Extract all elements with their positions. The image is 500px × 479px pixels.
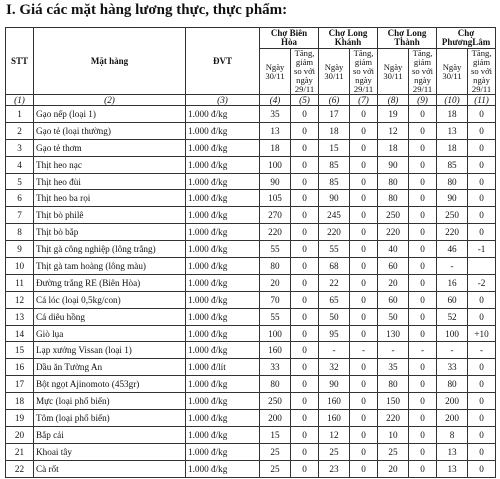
column-index: (4) xyxy=(260,95,291,106)
table-row xyxy=(6,443,496,460)
cell-price: 130 xyxy=(378,325,409,342)
table-row xyxy=(6,241,496,258)
table-row xyxy=(6,393,496,410)
cell-price: - xyxy=(378,342,409,359)
cell-item: Tôm (loại phổ biến) xyxy=(34,410,186,427)
cell-change: 0 xyxy=(409,274,437,291)
cell-unit: 1.000 đ/kg xyxy=(186,274,260,291)
cell-price: 250 xyxy=(437,207,468,224)
cell-price: 32 xyxy=(319,359,350,376)
cell-stt: 17 xyxy=(6,376,34,393)
cell-item: Thịt heo ba rọi xyxy=(34,190,186,207)
cell-change: 0 xyxy=(468,308,496,325)
cell-price: 65 xyxy=(319,291,350,308)
cell-price: 50 xyxy=(319,308,350,325)
table-row xyxy=(6,426,496,443)
cell-change: 0 xyxy=(468,460,496,477)
cell-item: Cá lóc (loại 0,5kg/con) xyxy=(34,291,186,308)
cell-price: 80 xyxy=(437,376,468,393)
page-title: I. Giá các mặt hàng lương thực, thực phẩm: xyxy=(6,2,288,18)
table-row xyxy=(6,460,496,477)
table-row xyxy=(6,258,496,275)
cell-item: Thịt gà công nghiệp (lông trắng) xyxy=(34,241,186,258)
cell-price: 80 xyxy=(437,173,468,190)
cell-price: 90 xyxy=(260,173,291,190)
cell-change: +10 xyxy=(468,325,496,342)
table-row xyxy=(6,156,496,173)
cell-item: Gạo nếp (loại 1) xyxy=(34,106,186,123)
cell-change: -2 xyxy=(468,274,496,291)
column-index: (9) xyxy=(409,95,437,106)
cell-change: 0 xyxy=(468,410,496,427)
cell-change: 0 xyxy=(291,426,319,443)
cell-item: Thịt heo đùi xyxy=(34,173,186,190)
cell-change: 0 xyxy=(350,460,378,477)
cell-change: 0 xyxy=(350,190,378,207)
cell-unit: 1.000 đ/kg xyxy=(186,139,260,156)
cell-price: 80 xyxy=(260,258,291,275)
cell-item: Dầu ăn Tường An xyxy=(34,359,186,376)
column-index-row xyxy=(6,95,496,106)
column-index: (10) xyxy=(437,95,468,106)
cell-change: 0 xyxy=(468,393,496,410)
cell-stt: 11 xyxy=(6,274,34,291)
cell-price: 270 xyxy=(260,207,291,224)
cell-change: 0 xyxy=(291,325,319,342)
cell-price: 100 xyxy=(437,325,468,342)
cell-price: 220 xyxy=(378,224,409,241)
cell-price: 70 xyxy=(260,291,291,308)
cell-change: 0 xyxy=(409,359,437,376)
cell-change: 0 xyxy=(350,258,378,275)
cell-price: 160 xyxy=(260,342,291,359)
cell-change: 0 xyxy=(291,241,319,258)
header-day: Ngày 30/11 xyxy=(319,49,350,95)
cell-price: 55 xyxy=(260,308,291,325)
cell-price: - xyxy=(319,342,350,359)
cell-price: 100 xyxy=(260,325,291,342)
cell-unit: 1.000 đ/kg xyxy=(186,190,260,207)
cell-change: 0 xyxy=(468,156,496,173)
cell-change: 0 xyxy=(350,393,378,410)
cell-unit: 1.000 đ/kg xyxy=(186,122,260,139)
cell-change: 0 xyxy=(409,443,437,460)
cell-unit: 1.000 đ/kg xyxy=(186,325,260,342)
header-change: Tăng, giảm so với ngày 29/11 xyxy=(350,49,378,95)
cell-change: 0 xyxy=(291,359,319,376)
cell-stt: 5 xyxy=(6,173,34,190)
cell-price: 18 xyxy=(437,139,468,156)
cell-price: 200 xyxy=(437,410,468,427)
cell-change: 0 xyxy=(350,308,378,325)
column-index: (3) xyxy=(186,95,260,106)
table-row xyxy=(6,122,496,139)
cell-price: 20 xyxy=(378,274,409,291)
cell-change: 0 xyxy=(350,274,378,291)
header-stt: STT xyxy=(6,28,34,95)
cell-price: 220 xyxy=(260,224,291,241)
cell-change: 0 xyxy=(350,173,378,190)
cell-price: 100 xyxy=(260,156,291,173)
cell-change: 0 xyxy=(409,325,437,342)
cell-change: 0 xyxy=(409,207,437,224)
cell-stt: 10 xyxy=(6,258,34,275)
cell-stt: 3 xyxy=(6,139,34,156)
column-index: (2) xyxy=(34,95,186,106)
table-row xyxy=(6,190,496,207)
cell-price: 60 xyxy=(378,258,409,275)
cell-unit: 1.000 đ/kg xyxy=(186,258,260,275)
cell-change: 0 xyxy=(350,224,378,241)
cell-price: 13 xyxy=(437,460,468,477)
cell-change: 0 xyxy=(409,393,437,410)
cell-change: 0 xyxy=(350,426,378,443)
cell-change: 0 xyxy=(409,241,437,258)
cell-item: Gạo tẻ thơm xyxy=(34,139,186,156)
cell-price: 25 xyxy=(260,460,291,477)
cell-price: 15 xyxy=(260,426,291,443)
cell-change: 0 xyxy=(350,139,378,156)
table-row xyxy=(6,224,496,241)
table-row xyxy=(6,139,496,156)
cell-change: 0 xyxy=(291,274,319,291)
cell-price: 23 xyxy=(319,460,350,477)
cell-price: 40 xyxy=(378,241,409,258)
cell-change: 0 xyxy=(409,190,437,207)
cell-change: 0 xyxy=(291,156,319,173)
cell-stt: 14 xyxy=(6,325,34,342)
column-index: (1) xyxy=(6,95,34,106)
cell-unit: 1.000 đ/kg xyxy=(186,224,260,241)
cell-price: 18 xyxy=(378,139,409,156)
header-change: Tăng, giảm so với ngày 29/11 xyxy=(468,49,496,95)
cell-unit: 1.000 đ/kg xyxy=(186,460,260,477)
cell-price: 25 xyxy=(260,443,291,460)
cell-stt: 9 xyxy=(6,241,34,258)
cell-change: 0 xyxy=(291,106,319,123)
table-row xyxy=(6,173,496,190)
cell-unit: 1.000 đ/kg xyxy=(186,342,260,359)
cell-price: 13 xyxy=(260,122,291,139)
cell-unit: 1.000 đ/kg xyxy=(186,156,260,173)
header-item: Mặt hàng xyxy=(34,28,186,95)
cell-price: 220 xyxy=(437,224,468,241)
table-row xyxy=(6,106,496,123)
cell-price: 85 xyxy=(437,156,468,173)
cell-price: 17 xyxy=(319,106,350,123)
cell-price: 200 xyxy=(260,410,291,427)
cell-unit: 1.000 đ/lít xyxy=(186,359,260,376)
cell-change: 0 xyxy=(350,359,378,376)
cell-price: 60 xyxy=(437,291,468,308)
cell-price: 22 xyxy=(319,274,350,291)
cell-change: 0 xyxy=(291,139,319,156)
cell-change: 0 xyxy=(409,122,437,139)
cell-price: 55 xyxy=(260,241,291,258)
cell-change: 0 xyxy=(291,460,319,477)
header-change: Tăng, giảm so với ngày 29/11 xyxy=(291,49,319,95)
cell-change: 0 xyxy=(350,122,378,139)
cell-stt: 1 xyxy=(6,106,34,123)
cell-change: 0 xyxy=(350,291,378,308)
cell-change: 0 xyxy=(409,106,437,123)
cell-change: 0 xyxy=(350,443,378,460)
cell-change: -1 xyxy=(468,241,496,258)
cell-change: 0 xyxy=(350,207,378,224)
cell-change: - xyxy=(468,342,496,359)
cell-item: Cà rốt xyxy=(34,460,186,477)
cell-price: 60 xyxy=(378,291,409,308)
cell-stt: 22 xyxy=(6,460,34,477)
table-row xyxy=(6,207,496,224)
cell-price: 15 xyxy=(319,139,350,156)
header-day: Ngày 30/11 xyxy=(378,49,409,95)
cell-change: 0 xyxy=(291,393,319,410)
cell-change: 0 xyxy=(291,173,319,190)
cell-item: Thịt heo nạc xyxy=(34,156,186,173)
cell-price: 18 xyxy=(437,106,468,123)
cell-price: 33 xyxy=(437,359,468,376)
cell-change: 0 xyxy=(350,325,378,342)
cell-price: 13 xyxy=(437,443,468,460)
header-day: Ngày 30/11 xyxy=(437,49,468,95)
column-index: (11) xyxy=(468,95,496,106)
cell-price: 18 xyxy=(260,139,291,156)
cell-item: Thịt bò philê xyxy=(34,207,186,224)
cell-price: 16 xyxy=(437,274,468,291)
cell-change: 0 xyxy=(409,291,437,308)
cell-change: 0 xyxy=(350,376,378,393)
cell-change: 0 xyxy=(291,258,319,275)
cell-change: 0 xyxy=(291,122,319,139)
cell-price: 85 xyxy=(319,173,350,190)
cell-change: 0 xyxy=(291,224,319,241)
cell-change: 0 xyxy=(291,190,319,207)
cell-stt: 21 xyxy=(6,443,34,460)
cell-change: 0 xyxy=(468,376,496,393)
cell-price: 20 xyxy=(260,274,291,291)
cell-change: 0 xyxy=(409,308,437,325)
cell-price: 50 xyxy=(378,308,409,325)
cell-price: 90 xyxy=(378,156,409,173)
cell-change: 0 xyxy=(409,139,437,156)
cell-price: 19 xyxy=(378,106,409,123)
cell-item: Gạo tẻ (loại thường) xyxy=(34,122,186,139)
cell-change: 0 xyxy=(291,410,319,427)
cell-unit: 1.000 đ/kg xyxy=(186,376,260,393)
cell-price: 245 xyxy=(319,207,350,224)
cell-change: 0 xyxy=(468,190,496,207)
cell-change: 0 xyxy=(350,410,378,427)
cell-price: 8 xyxy=(437,426,468,443)
cell-change: 0 xyxy=(291,207,319,224)
cell-price: 160 xyxy=(319,410,350,427)
cell-change: 0 xyxy=(468,122,496,139)
cell-change: 0 xyxy=(291,376,319,393)
header-unit: ĐVT xyxy=(186,28,260,95)
cell-unit: 1.000 đ/kg xyxy=(186,443,260,460)
cell-stt: 18 xyxy=(6,393,34,410)
cell-price: 220 xyxy=(378,410,409,427)
cell-stt: 16 xyxy=(6,359,34,376)
cell-price: 95 xyxy=(319,325,350,342)
cell-price: 90 xyxy=(319,376,350,393)
cell-unit: 1.000 đ/kg xyxy=(186,426,260,443)
cell-item: Khoai tây xyxy=(34,443,186,460)
cell-stt: 6 xyxy=(6,190,34,207)
cell-price: 250 xyxy=(378,207,409,224)
cell-price: - xyxy=(437,342,468,359)
table-row xyxy=(6,410,496,427)
cell-price: 160 xyxy=(319,393,350,410)
cell-change: 0 xyxy=(409,410,437,427)
cell-price: 55 xyxy=(319,241,350,258)
cell-price: 250 xyxy=(260,393,291,410)
header-market-phuong-lam: Chợ PhươngLâm xyxy=(437,28,496,49)
cell-change: 0 xyxy=(409,426,437,443)
cell-price: 25 xyxy=(378,443,409,460)
cell-price: 13 xyxy=(437,122,468,139)
cell-stt: 2 xyxy=(6,122,34,139)
cell-price: 33 xyxy=(260,359,291,376)
cell-price: 90 xyxy=(437,190,468,207)
cell-item: Bột ngọt Ajinomoto (453gr) xyxy=(34,376,186,393)
table-row xyxy=(6,291,496,308)
cell-stt: 12 xyxy=(6,291,34,308)
cell-price: 35 xyxy=(378,359,409,376)
header-day: Ngày 30/11 xyxy=(260,49,291,95)
cell-unit: 1.000 đ/kg xyxy=(186,173,260,190)
cell-item: Thịt gà tam hoàng (lông màu) xyxy=(34,258,186,275)
cell-price: 25 xyxy=(319,443,350,460)
header-market-bien-hoa: Chợ Biên Hòa xyxy=(260,28,319,49)
cell-change: 0 xyxy=(468,443,496,460)
cell-item: Cá diêu hồng xyxy=(34,308,186,325)
table-row xyxy=(6,342,496,359)
cell-change: 0 xyxy=(409,376,437,393)
cell-price: 220 xyxy=(319,224,350,241)
cell-price: 80 xyxy=(378,190,409,207)
cell-price: 52 xyxy=(437,308,468,325)
cell-stt: 15 xyxy=(6,342,34,359)
cell-item: Mực (loại phổ biến) xyxy=(34,393,186,410)
cell-price: 105 xyxy=(260,190,291,207)
cell-price: 12 xyxy=(319,426,350,443)
cell-stt: 20 xyxy=(6,426,34,443)
cell-unit: 1.000 đ/kg xyxy=(186,410,260,427)
cell-stt: 13 xyxy=(6,308,34,325)
cell-change: 0 xyxy=(468,291,496,308)
cell-item: Thịt bò bắp xyxy=(34,224,186,241)
cell-unit: 1.000 đ/kg xyxy=(186,291,260,308)
cell-item: Bắp cải xyxy=(34,426,186,443)
cell-stt: 7 xyxy=(6,207,34,224)
cell-change: 0 xyxy=(409,224,437,241)
cell-change: 0 xyxy=(350,106,378,123)
cell-change: 0 xyxy=(350,156,378,173)
cell-change: 0 xyxy=(468,173,496,190)
cell-unit: 1.000 đ/kg xyxy=(186,241,260,258)
cell-change: 0 xyxy=(409,173,437,190)
table-row xyxy=(6,308,496,325)
table-row xyxy=(6,376,496,393)
table-row xyxy=(6,274,496,291)
cell-stt: 19 xyxy=(6,410,34,427)
cell-unit: 1.000 đ/kg xyxy=(186,207,260,224)
cell-change: 0 xyxy=(409,258,437,275)
cell-price: 12 xyxy=(378,122,409,139)
header-market-long-thanh: Chợ Long Thành xyxy=(378,28,437,49)
column-index: (5) xyxy=(291,95,319,106)
cell-item: Giò lụa xyxy=(34,325,186,342)
cell-stt: 8 xyxy=(6,224,34,241)
cell-change: 0 xyxy=(468,359,496,376)
cell-change: - xyxy=(409,342,437,359)
cell-change: 0 xyxy=(468,224,496,241)
cell-price: - xyxy=(437,258,468,275)
cell-price: 90 xyxy=(319,190,350,207)
cell-change: 0 xyxy=(291,443,319,460)
cell-change: 0 xyxy=(468,426,496,443)
header-change: Tăng, giảm so với ngày 29/11 xyxy=(409,49,437,95)
price-table xyxy=(5,27,496,478)
cell-price: 68 xyxy=(319,258,350,275)
cell-change: 0 xyxy=(291,342,319,359)
cell-price: 46 xyxy=(437,241,468,258)
cell-price: 150 xyxy=(378,393,409,410)
cell-change xyxy=(468,258,496,275)
column-index: (6) xyxy=(319,95,350,106)
cell-price: 80 xyxy=(378,376,409,393)
table-row xyxy=(6,359,496,376)
cell-unit: 1.000 đ/kg xyxy=(186,308,260,325)
cell-change: 0 xyxy=(468,139,496,156)
header-market-long-khanh: Chợ Long Khánh xyxy=(319,28,378,49)
cell-price: 200 xyxy=(437,393,468,410)
cell-unit: 1.000 đ/kg xyxy=(186,393,260,410)
cell-change: 0 xyxy=(350,241,378,258)
cell-price: 20 xyxy=(378,460,409,477)
cell-price: 80 xyxy=(378,173,409,190)
cell-unit: 1.000 đ/kg xyxy=(186,106,260,123)
cell-stt: 4 xyxy=(6,156,34,173)
cell-change: 0 xyxy=(409,460,437,477)
cell-price: 18 xyxy=(319,122,350,139)
cell-change: - xyxy=(350,342,378,359)
cell-change: 0 xyxy=(291,291,319,308)
cell-item: Lạp xưởng Vissan (loại 1) xyxy=(34,342,186,359)
table-body xyxy=(6,106,496,478)
cell-change: 0 xyxy=(468,207,496,224)
column-index: (7) xyxy=(350,95,378,106)
cell-price: 80 xyxy=(260,376,291,393)
cell-change: 0 xyxy=(409,156,437,173)
cell-change: 0 xyxy=(468,106,496,123)
cell-item: Đường trắng RE (Biên Hòa) xyxy=(34,274,186,291)
cell-price: 10 xyxy=(378,426,409,443)
cell-change: 0 xyxy=(291,308,319,325)
table-row xyxy=(6,325,496,342)
cell-price: 35 xyxy=(260,106,291,123)
cell-price: 85 xyxy=(319,156,350,173)
column-index: (8) xyxy=(378,95,409,106)
